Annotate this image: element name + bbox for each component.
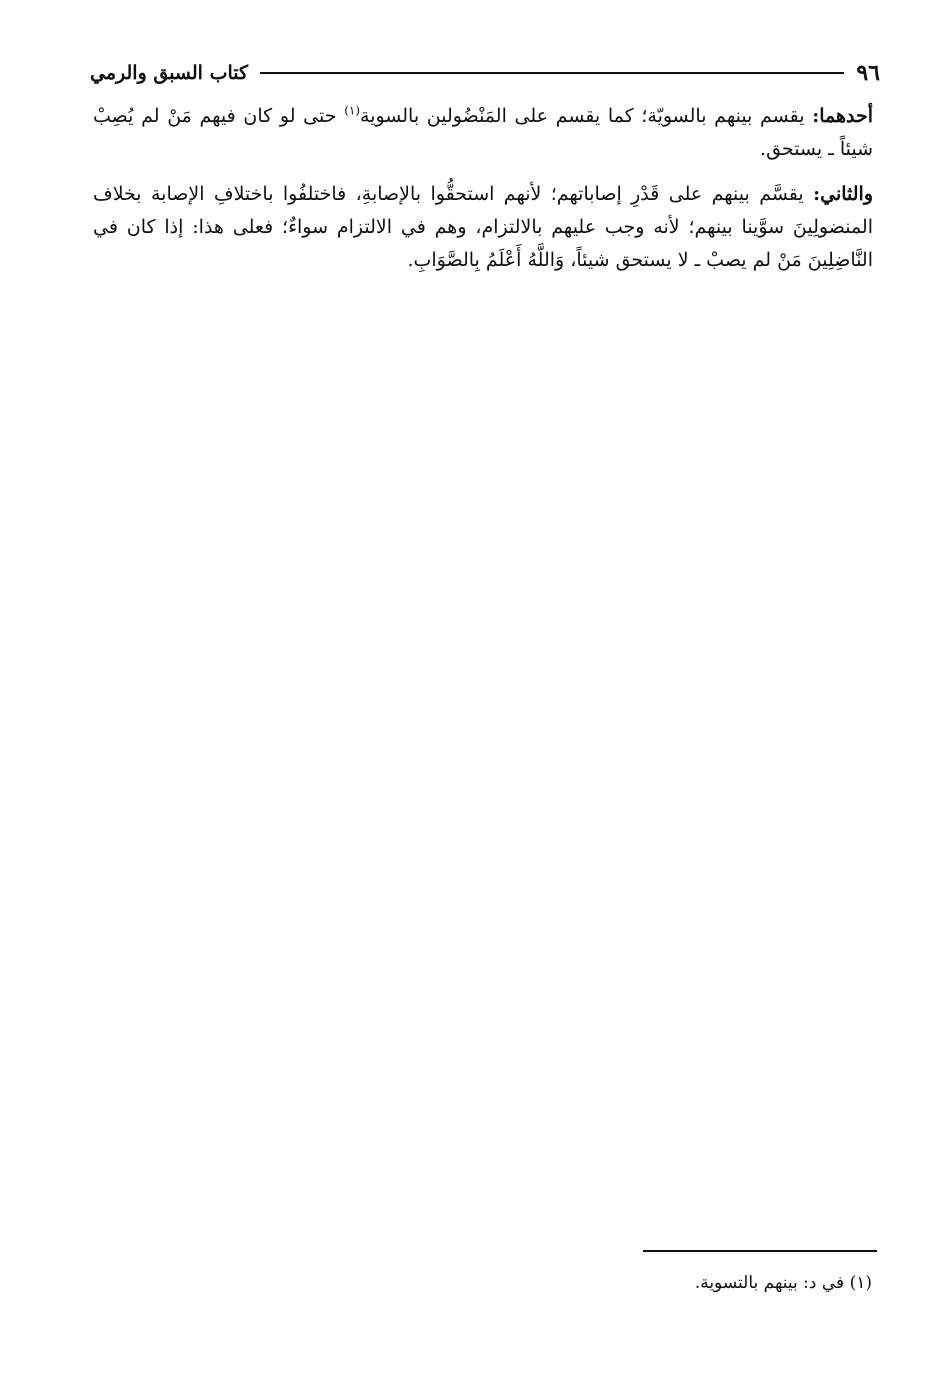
footnote: (١) في د: بينهم بالتسوية. [694,1273,872,1293]
paragraph-lead: أحدهما: [812,105,874,127]
body-text [93,100,873,277]
page-number: ٩٦ [856,60,880,86]
paragraph-first-opinion [93,100,873,166]
paragraph-text-continued: حتى لو كان فيهم مَنْ لم يُصِبْ شيئاً ـ يستحق. [93,105,873,160]
paragraph-text: يقسَّم بينهم على قَدْرِ إصاباتهم؛ لأنهم استحقُّوا بالإصابةِ، فاختلفُوا باختلافِ الإصابة بخلاف المنضولِينَ سوَّينا بينهم؛ لأنه وجب عليهم بالالتزام، وهم في الالتزام سواءٌ؛ فعلى هذا: إذا كان في النَّاضِلِينَ مَنْ لم يصبْ ـ لا يستحق شيئاً، وَاللَّهُ أَعْلَمُ بِالصَّوَابِ. [93,183,873,271]
footnote-reference[interactable]: (١) [344,103,361,118]
header-rule [260,72,844,74]
book-title: كتاب السبق والرمي [90,62,249,84]
paragraph-text: يقسم بينهم بالسويّة؛ كما يقسم على المَنْضُولين بالسوية [360,105,813,127]
running-header [90,56,880,90]
paragraph-second-opinion [93,178,873,277]
footnote-separator [643,1250,877,1252]
paragraph-lead: والثاني: [813,183,873,205]
